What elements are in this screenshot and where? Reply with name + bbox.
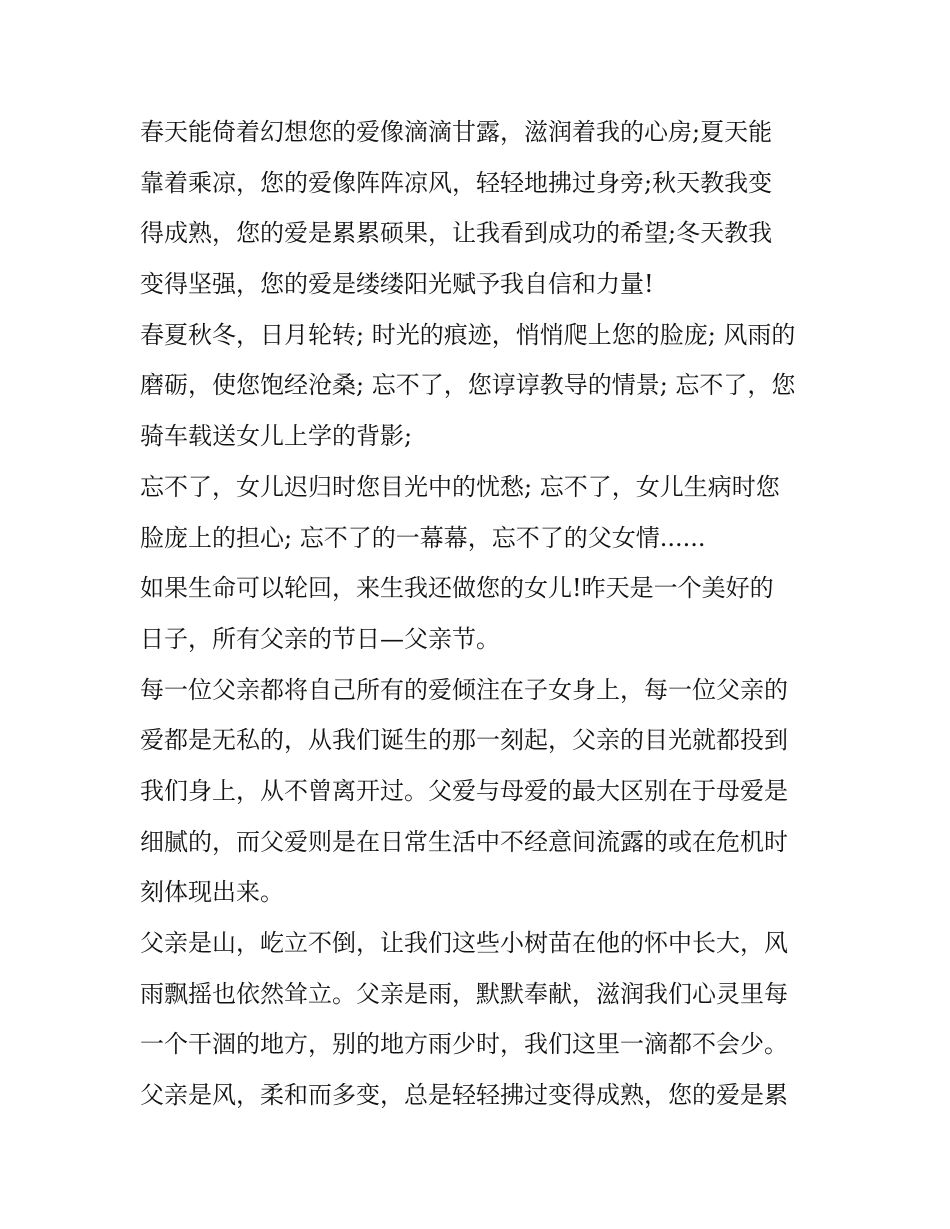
text-line: 骑车载送女儿上学的背影; xyxy=(140,422,413,451)
text-line: 磨砺，使您饱经沧桑; 忘不了，您谆谆教导的情景; 忘不了，您 xyxy=(140,371,796,400)
text-line: 细腻的，而父爱则是在日常生活中不经意间流露的或在危机时 xyxy=(140,827,788,856)
text-line: 日子，所有父亲的节日—父亲节。 xyxy=(140,624,500,653)
text-line: 靠着乘凉，您的爱像阵阵凉风，轻轻地拂过身旁;秋天教我变 xyxy=(140,168,773,197)
text-line: 变得坚强，您的爱是缕缕阳光赋予我自信和力量! xyxy=(140,270,654,299)
text-line: 忘不了，女儿迟归时您目光中的忧愁; 忘不了，女儿生病时您 xyxy=(140,472,780,501)
text-line: 脸庞上的担心; 忘不了的一幕幕，忘不了的父女情...... xyxy=(140,523,706,552)
text-line: 雨飘摇也依然耸立。父亲是雨，默默奉献，滋润我们心灵里每 xyxy=(140,979,788,1008)
text-line: 父亲是山，屹立不倒，让我们这些小树苗在他的怀中长大，风 xyxy=(140,929,788,957)
text-line: 如果生命可以轮回，来生我还做您的女儿!昨天是一个美好的 xyxy=(140,574,774,603)
text-line: 我们身上，从不曾离开过。父爱与母爱的最大区别在于母爱是 xyxy=(140,776,788,805)
text-line: 父亲是风，柔和而多变，总是轻轻拂过变得成熟，您的爱是累 xyxy=(140,1081,788,1110)
text-line: 一个干涸的地方，别的地方雨少时，我们这里一滴都不会少。 xyxy=(140,1030,788,1059)
text-line: 刻体现出来。 xyxy=(140,878,284,907)
text-line: 爱都是无私的，从我们诞生的那一刻起，父亲的目光就都投到 xyxy=(140,726,788,755)
text-line: 春夏秋冬，日月轮转; 时光的痕迹，悄悄爬上您的脸庞; 风雨的 xyxy=(140,320,796,349)
text-line: 春天能倚着幻想您的爱像滴滴甘露，滋润着我的心房;夏天能 xyxy=(140,118,773,146)
text-line: 得成熟，您的爱是累累硕果，让我看到成功的希望;冬天教我 xyxy=(140,219,773,248)
body-text xyxy=(140,107,830,1121)
text-line: 每一位父亲都将自己所有的爱倾注在子女身上，每一位父亲的 xyxy=(140,675,788,704)
